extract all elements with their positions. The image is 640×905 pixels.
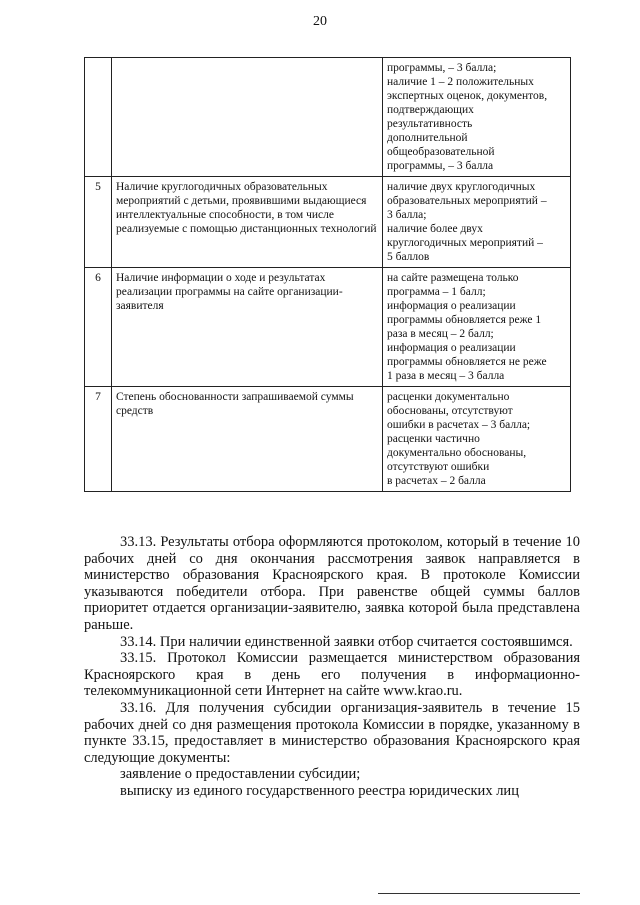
row-number [85, 58, 112, 177]
score-line: круглогодичных мероприятий – [387, 237, 543, 249]
row-number: 7 [85, 387, 112, 492]
score-line: программа – 1 балл; [387, 286, 486, 298]
table-row [85, 268, 571, 387]
score-line: в расчетах – 2 балла [387, 475, 486, 487]
paragraph-33-14: 33.14. При наличии единственной заявки отбор считается состоявшимся. [120, 633, 573, 650]
score-line: программы, – 3 балла [387, 160, 494, 172]
score-line: образовательных мероприятий – [387, 195, 547, 207]
criterion-cell: Наличие информации о ходе и результатах реализации программы на сайте организации-заявителя [112, 268, 383, 387]
document-list-item: заявление о предоставлении субсидии; [120, 766, 361, 783]
score-line: информация о реализации [387, 342, 516, 354]
score-line: расценки частично [387, 433, 480, 445]
paragraph-33-15: 33.15. Протокол Комиссии размещается министерством образования Красноярского края в день его получения в информационно-телекоммуникационной сети Интернет на сайте www.krao.ru. [84, 650, 580, 700]
score-cell [383, 268, 571, 387]
score-cell [383, 387, 571, 492]
criteria-table [84, 57, 571, 492]
criterion-cell: Наличие круглогодичных образовательных мероприятий с детьми, проявившими выдающиеся интеллектуальные способности, в том числе реализуемые с помощью дистанционных технологий [112, 177, 383, 268]
score-line: экспертных оценок, документов, [387, 90, 548, 102]
score-line: наличие 1 – 2 положительных [387, 76, 534, 88]
score-line: 1 раза в месяц – 3 балла [387, 370, 505, 382]
table-row [85, 58, 571, 177]
score-line: расценки документально [387, 391, 510, 403]
score-line: раза в месяц – 2 балл; [387, 328, 494, 340]
score-line: результативность [387, 118, 473, 130]
score-line: наличие более двух [387, 223, 483, 235]
paragraph-33-16: 33.16. Для получения субсидии организация-заявитель в течение 15 рабочих дней со дня размещения протокола Комиссии в порядке, указанному в пункте 33.15, предоставляет в министерство образования Красноярского края следующие документы: [84, 699, 580, 766]
score-line: программы обновляется не реже [387, 356, 547, 368]
score-line: обоснованы, отсутствуют [387, 405, 513, 417]
score-line: общеобразовательной [387, 146, 495, 158]
score-cell [383, 177, 571, 268]
score-line: 3 балла; [387, 209, 427, 221]
table-row [85, 177, 571, 268]
document-list-item: выписку из единого государственного реестра юридических лиц [120, 782, 519, 799]
page-number: 20 [313, 14, 327, 29]
score-line: дополнительной [387, 132, 468, 144]
score-line: информация о реализации [387, 300, 516, 312]
score-line: отсутствуют ошибки [387, 461, 490, 473]
table-row [85, 387, 571, 492]
criterion-cell: Степень обоснованности запрашиваемой суммы средств [112, 387, 383, 492]
score-line: подтверждающих [387, 104, 474, 116]
paragraph-33-13: 33.13. Результаты отбора оформляются протоколом, который в течение 10 рабочих дней со дня окончания рассмотрения заявок направляется в министерство образования Красноярского края. В протоколе Комиссии указываются победители отбора. При равенстве общей суммы баллов приоритет отдается организации-заявителю, заявка которой была представлена раньше. [84, 534, 580, 633]
score-line: 5 баллов [387, 251, 430, 263]
criterion-cell [112, 58, 383, 177]
bottom-rule [378, 893, 580, 894]
score-line: программы, – 3 балла; [387, 62, 497, 74]
score-line: программы обновляется реже 1 [387, 314, 542, 326]
document-body [84, 534, 580, 800]
row-number: 6 [85, 268, 112, 387]
score-line: документально обоснованы, [387, 447, 527, 459]
score-line: ошибки в расчетах – 3 балла; [387, 419, 531, 431]
score-line: наличие двух круглогодичных [387, 181, 536, 193]
row-number: 5 [85, 177, 112, 268]
score-line: на сайте размещена только [387, 272, 519, 284]
score-cell [383, 58, 571, 177]
